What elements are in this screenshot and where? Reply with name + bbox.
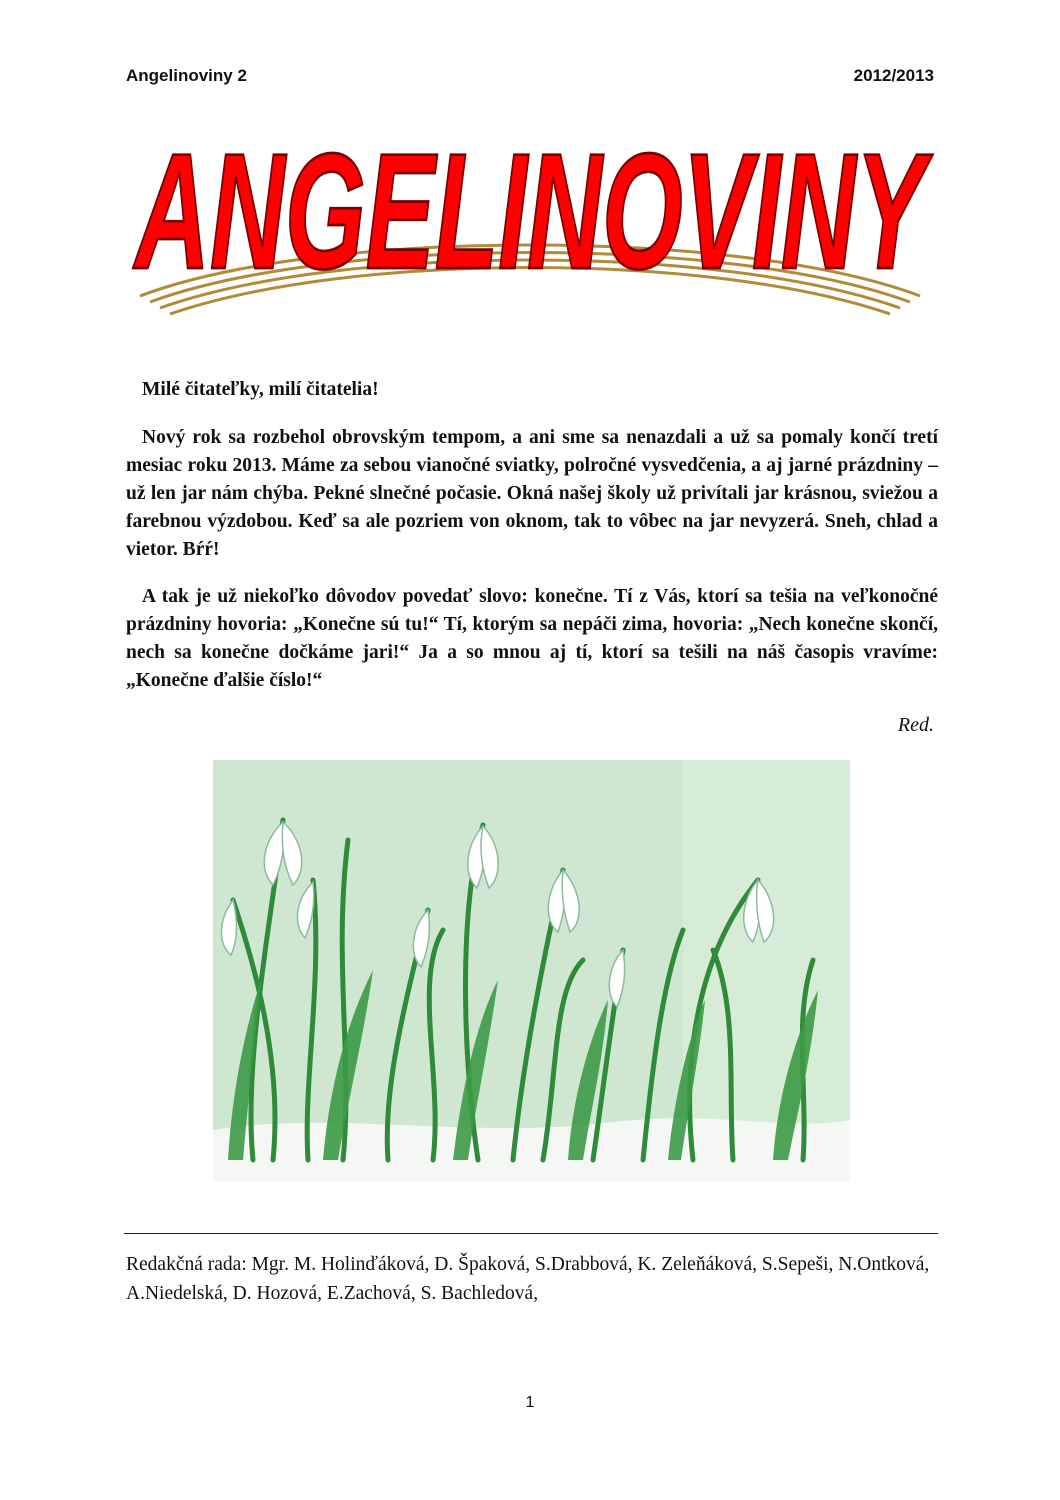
article-greeting: Milé čitateľky, milí čitatelia! bbox=[142, 379, 379, 400]
article-paragraph-1: Nový rok sa rozbehol obrovským tempom, a ani sme sa nenazdali a už sa pomaly končí tretí mesiac roku 2013. Máme za sebou vianočné sviatky, polročné vysvedčenia, a aj jarné prázdniny – už len jar nám chýba. Pekné slnečné počasie. Okná našej školy už privítali jar krásnou, sviežou a farebnou výzdobou. Keď sa ale pozriem von oknom, tak to vôbec na jar nevyzerá. Sneh, chlad a vietor. Bŕŕ! bbox=[126, 427, 938, 560]
article-paragraph-2: A tak je už niekoľko dôvodov povedať slovo: konečne. Tí z Vás, ktorí sa tešia na veľkonočné prázdniny hovoria: „Konečne sú tu!“ Tí, ktorým sa nepáči zima, hovoria: „Nech konečne skončí, nech sa konečne dočkáme jari!“ Ja a so mnou aj tí, ktorí sa tešili na náš časopis vravíme: „Konečne ďalšie číslo!“ bbox=[126, 586, 938, 691]
masthead-title: ANGELINOVINY bbox=[132, 119, 934, 304]
masthead-wordart bbox=[120, 118, 940, 318]
editorial-board: Redakčná rada: Mgr. M. Holinďáková, D. Špaková, S.Drabbová, K. Zeleňáková, S.Sepeši, N.Ontková, A.Niedelská, D. Hozová, E.Zachová, S. Bachledová, bbox=[126, 1254, 930, 1304]
footer-divider bbox=[124, 1233, 938, 1234]
header-publication: Angelinoviny 2 bbox=[126, 66, 247, 85]
article-signature: Red. bbox=[897, 714, 934, 736]
snowdrops-photo bbox=[213, 760, 850, 1182]
header-school-year: 2012/2013 bbox=[853, 66, 934, 85]
page-number: 1 bbox=[525, 1394, 535, 1411]
